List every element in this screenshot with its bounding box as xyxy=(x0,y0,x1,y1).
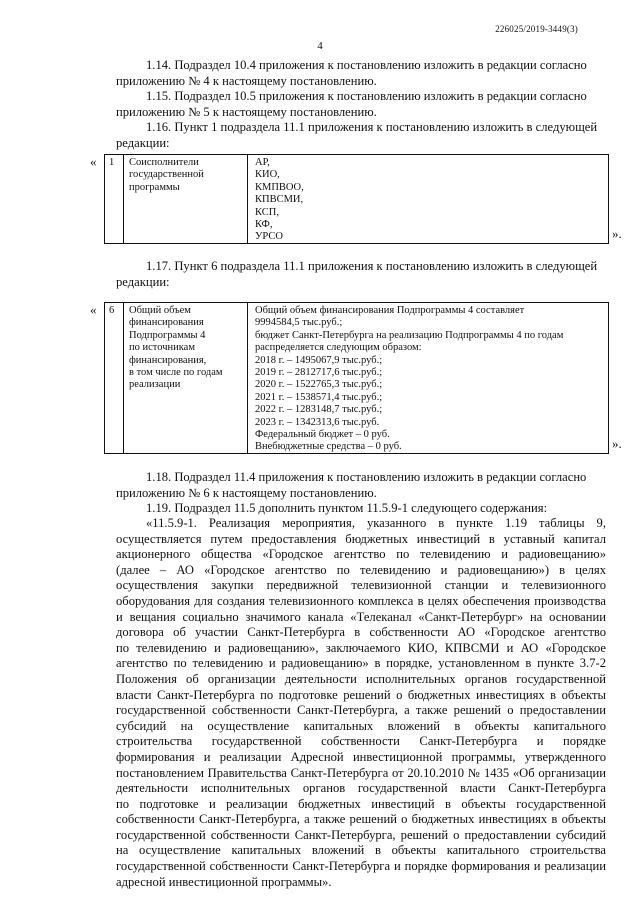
paragraph-line: власти Санкт-Петербурга по подготовке решений о бюджетных инвестициях в объекты xyxy=(116,687,606,702)
label-line: государственной xyxy=(129,169,204,181)
value-line: КФ, xyxy=(255,219,273,231)
paragraph-line: приложению № 5 к настоящему постановлению. xyxy=(116,104,377,119)
table-row-value xyxy=(255,157,304,244)
paragraph-line: 1.19. Подраздел 11.5 дополнить пунктом 11.5.9-1 следующего содержания: xyxy=(146,501,548,515)
label-line: Общий объем xyxy=(129,305,191,316)
value-line: 2021 г. – 1538571,4 тыс.руб.; xyxy=(255,391,383,403)
paragraph-line: деятельности исполнительных органов государственной власти Санкт-Петербурга xyxy=(116,781,606,796)
paragraph-line: 1.18. Подраздел 11.4 приложения к постановлению изложить в редакции согласно xyxy=(146,470,587,484)
paragraph-1-19 xyxy=(116,501,606,517)
table-open-quote: « xyxy=(90,302,97,317)
paragraph-line: и вещания социально значимого канала «Телеканал «Санкт-Петербург» на основании xyxy=(116,609,606,624)
table-financing xyxy=(104,302,609,454)
column-divider xyxy=(247,303,248,453)
label-line: финансирования xyxy=(129,317,204,329)
paragraph-line: (далее – АО «Городское агентство по телевидению и радиовещанию») в целях xyxy=(116,562,606,577)
value-line: УРСО xyxy=(255,231,283,243)
label-line: в том числе по годам xyxy=(129,367,223,379)
paragraph-line: постановлением Правительства Санкт-Петербурга от 20.10.2010 № 1435 «Об организации xyxy=(116,765,606,780)
table-close-quote: ». xyxy=(612,226,622,241)
paragraph-line: 1.14. Подраздел 10.4 приложения к постановлению изложить в редакции согласно xyxy=(146,58,587,72)
paragraph-line: строительства государственной собственности Санкт-Петербурга и порядке xyxy=(116,734,606,749)
value-line: распределяется следующим образом: xyxy=(255,342,422,354)
table-row-label xyxy=(129,157,204,194)
paragraph-1-18 xyxy=(116,470,606,501)
paragraph-line: государственной собственности Санкт-Петербурга, а также решений о предоставлении xyxy=(116,703,606,718)
paragraph-line: по телевидению и радиовещанию», заключаемого КИО, КПВСМИ и АО «Городское xyxy=(116,640,606,655)
paragraph-line: на осуществление капитальных вложений в объекты капитального строительства xyxy=(116,843,606,858)
table-coexecutors xyxy=(104,154,609,244)
value-line: 2018 г. – 1495067,9 тыс.руб.; xyxy=(255,354,383,366)
paragraph-line: «11.5.9-1. Реализация мероприятия, указанного в пункте 1.19 таблицы 9, xyxy=(146,516,606,530)
label-line: финансирования, xyxy=(129,354,207,366)
value-line: бюджет Санкт-Петербурга на реализацию Подпрограммы 4 по годам xyxy=(255,329,564,341)
page-number: 4 xyxy=(317,40,323,52)
paragraph-line: оборудования для создания телевизионного комплекса в целях обеспечения производства xyxy=(116,593,606,608)
paragraph-line: адресной инвестиционной программы». xyxy=(116,874,332,889)
value-line: Федеральный бюджет – 0 руб. xyxy=(255,429,390,441)
paragraph-line: Положения об организации деятельности исполнительных органов государственной xyxy=(116,671,606,686)
value-line: КСП, xyxy=(255,206,279,218)
paragraph-11-5-9-1 xyxy=(116,516,606,890)
label-line: Соисполнители xyxy=(129,157,199,168)
label-line: программы xyxy=(129,181,180,193)
value-line: КМПВОО, xyxy=(255,181,304,193)
paragraph-line: 1.16. Пункт 1 подраздела 11.1 приложения к постановлению изложить в следующей xyxy=(146,120,598,134)
table-open-quote: « xyxy=(90,154,97,169)
table-row-value xyxy=(255,305,563,454)
paragraph-1-17 xyxy=(116,259,606,290)
paragraph-line: государственной собственности Санкт-Петербурга и порядке формирования и реализации xyxy=(116,859,606,874)
value-line: 2023 г. – 1342313,6 тыс.руб. xyxy=(255,416,380,428)
value-line: 2022 г. – 1283148,7 тыс.руб.; xyxy=(255,404,383,416)
table-row-label xyxy=(129,305,223,392)
value-line: 2020 г. – 1522765,3 тыс.руб.; xyxy=(255,379,383,391)
value-line: КПВСМИ, xyxy=(255,194,304,206)
value-line: 2019 г. – 2812717,6 тыс.руб.; xyxy=(255,367,383,379)
column-divider xyxy=(123,303,124,453)
paragraph-line: 1.17. Пункт 6 подраздела 11.1 приложения к постановлению изложить в следующей xyxy=(146,259,598,273)
paragraph-line: осуществляется путем предоставления бюджетных инвестиций в уставный капитал xyxy=(116,531,606,546)
paragraph-line: акционерного общества «Городское агентство по телевидению и радиовещанию» xyxy=(116,547,606,562)
paragraph-line: редакции: xyxy=(116,135,170,150)
paragraph-line: субсидий на осуществление капитальных вложений в объекты капитального xyxy=(116,718,606,733)
paragraph-line: государственной собственности Санкт-Петербурга, решений о предоставлении субсидий xyxy=(116,827,606,842)
label-line: реализации xyxy=(129,379,181,391)
paragraph-line: приложению № 6 к настоящему постановлению. xyxy=(116,485,377,500)
paragraph-line: формирования и реализации Адресной инвестиционной программы, утвержденного xyxy=(116,749,606,764)
value-line: АР, xyxy=(255,157,270,168)
value-line: 9994584,5 тыс.руб.; xyxy=(255,317,343,329)
table-close-quote: ». xyxy=(612,436,622,451)
document-number: 226025/2019-3449(3) xyxy=(495,24,578,34)
label-line: Подпрограммы 4 xyxy=(129,329,206,341)
paragraph-line: агентство по телевидению и радиовещанию» в порядке, установленном в пункте 3.7-2 xyxy=(116,656,606,671)
value-line: КИО, xyxy=(255,169,280,181)
label-line: по источникам xyxy=(129,342,195,354)
paragraph-line: 1.15. Подраздел 10.5 приложения к постановлению изложить в редакции согласно xyxy=(146,89,587,103)
paragraph-line: осуществления закупки передвижной телевизионной станции и телевизионного xyxy=(116,578,606,593)
column-divider xyxy=(247,155,248,243)
table-row-number: 6 xyxy=(109,305,115,316)
paragraph-line: собственности Санкт-Петербурга, а также решений о бюджетных инвестициях в объекты xyxy=(116,812,606,827)
paragraph-1-16 xyxy=(116,120,606,151)
value-line: Общий объем финансирования Подпрограммы 4 составляет xyxy=(255,305,525,316)
table-row-number: 1 xyxy=(109,157,115,168)
paragraph-line: по подготовке и реализации бюджетных инвестиций в объекты государственной xyxy=(116,796,606,811)
paragraph-line: редакции: xyxy=(116,274,170,289)
column-divider xyxy=(123,155,124,243)
paragraph-1-14 xyxy=(116,58,606,89)
paragraph-1-15 xyxy=(116,89,606,120)
paragraph-line: приложению № 4 к настоящему постановлению. xyxy=(116,73,377,88)
value-line: Внебюджетные средства – 0 руб. xyxy=(255,441,402,453)
paragraph-line: договора об участии Санкт-Петербурга в собственности АО «Городское агентство xyxy=(116,625,606,640)
